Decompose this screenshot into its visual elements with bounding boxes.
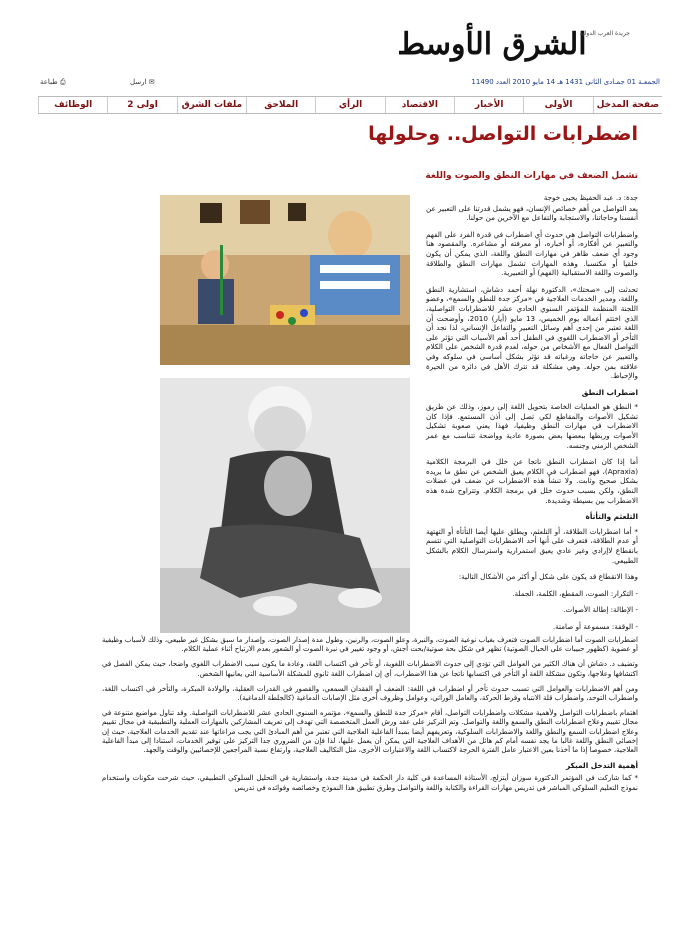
- list-item: - الإطالة: إطالة الأصوات.: [563, 605, 638, 615]
- article-column: [426, 193, 638, 639]
- paragraph: * كما شاركت في المؤتمر الدكتورة سوزان أيتزلج، الأستاذة المساعدة في كلية دار الحكمة في مدينة جدة، واستشارية في التحليل السلوكي التطبيقي، حيث شرحت مكونات واستخدام نموذج التعليم السلوكي المباشر في تدريس مهارات القراءة والكتابة واللغة والتواصل وطرق تطبيق هذا النموذج وخصائصه وفوائده في تدريس: [102, 774, 638, 792]
- top-info-row: [40, 78, 660, 92]
- printer-icon: ⎙: [59, 78, 66, 86]
- nav-tab-files[interactable]: ملفات الشرق: [177, 97, 246, 113]
- photo-child-playing-image: [160, 195, 410, 365]
- print-label: طباعة: [40, 78, 58, 86]
- paragraph: واضطرابات التواصل هي حدوث أي اضطراب في قدرة الفرد على الفهم والتعبير عن أفكاره، أو أخباره، أو معرفته أو مشاعره. والمقصود هنا وجود أي ضعف ظاهر في مهارات النطق واللغة، الذي يمكن أن يكون خلقيا أو مكتسبا. وهذه المهارات تشمل مهارات النطق والطلاقة والصوت واللغة الاستقبالية (الفهم) أو التعبيرية.: [426, 229, 638, 278]
- section-heading-speech: اضطراب النطق: [581, 387, 638, 397]
- article-subtitle: تشمل الضعف في مهارات النطق والصوت واللغة: [425, 171, 638, 181]
- section-heading-stutter: التلعثم والتأتأة: [585, 512, 638, 522]
- nav-tab-news[interactable]: الأخبار: [454, 97, 523, 113]
- photo-child-playing: [160, 195, 410, 365]
- byline: جدة: د. عبد الحفيظ يحيى خوجة: [543, 193, 638, 202]
- paragraph: وتضيف د. دشاش أن هناك الكثير من العوامل التي تؤدي إلى حدوث الاضطرابات اللغوية، أو تأخر في اكتساب اللغة، وعادة ما يكون سبب الاضطراب اللغوي واضحا، حيث يمكن الفصل في اكتشافها وعلاجها، وتكون مشكلة اللغة أو التأخر في اكتسابها ناتجا عن هذا الاضطراب، أي إن اضطراب اللغة ثانوي للمشكلة الأساسية التي يعانيها الشخص.: [102, 660, 638, 678]
- list-item: - الوقفة: مسموعة أو صامتة.: [552, 621, 638, 631]
- nav-tab-front[interactable]: الأولى: [523, 97, 592, 113]
- nav-tab-jobs[interactable]: الوظائف: [38, 97, 107, 113]
- section-nav: [38, 96, 662, 114]
- paragraph: أما إذا كان اضطراب النطق ناتجا عن خلل في البرمجة الكلامية (Apraxia)، فهو اضطراب في الكلام يعيق الشخص عن نطق ما يريده بشكل صحيح وثابت. ولا تنشأ هذه الاضطراب عن ضعف في عضلات النطق، ولكن بسبب حدوث خلل في برمجة الكلام. وتتراوح شدة هذه الاضطراب بين بسيطة وشديدة.: [426, 457, 638, 505]
- nav-tab-economy[interactable]: الاقتصاد: [385, 97, 454, 113]
- paragraph: وهذا الانقطاع قد يكون على شكل أو أكثر من الأشكال التالية:: [458, 572, 638, 582]
- issue-date: الجمعـة 01 جمـادى الثانى 1431 هـ 14 مايو 2010 العدد 11490: [471, 78, 660, 86]
- paragraph: ومن أهم الاضطرابات والعوامل التي تسبب حدوث تأخر أو اضطراب في اللغة: الضعف أو الفقدان السمعي، والقصور في القدرات العقلية، والولادة المبكرة، والتأخر في اكتساب اللغة، واضطراب التوحد، واضطراب قلة الانتباه وفرط الحركة، والعامل الوراثي، وعوامل وظروف أخرى مثل الإصابات الدماغية (كالجلطة الدماغية).: [102, 684, 638, 703]
- list-item: - التكرار: الصوت، المقطع، الكلمة، الجملة.: [512, 588, 638, 598]
- paragraph: * النطق هو العمليات الخاصة بتحويل اللغة إلى رموز، وذلك عن طريق تشكيل الأصوات والمقاطع لكي تصل إلى أذن المستمع. فإذا كان الاضطراب في مهارات النطق وظيفيا، فهذا يعني صعوبة تشكيل الأصوات وربطها ببعضها بعض بصورة عادية وواضحة تتناسب مع عمر الشخص الزمني وجنسه.: [426, 402, 638, 450]
- paragraph: * أما اضطرابات الطلاقة، أو التلعثم، ويطلق عليها أيضا التأتأة أو التهتهة أو عدم الطلاقة، فتعرف على أنها أحد الاضطرابات التواصلية التي تتسم بانقطاع لاإرادي وغير عادي يعيق استمرارية واسترسال الكلام بالشكل الطبيعي.: [426, 526, 638, 565]
- nav-tab-supplements[interactable]: الملاحق: [246, 97, 315, 113]
- send-label: ارسل: [130, 78, 147, 86]
- send-link[interactable]: [130, 78, 155, 86]
- article-full-width: [102, 636, 638, 799]
- photo-boy-sitting-image: [160, 378, 410, 633]
- nav-tab-opinion[interactable]: الرأي: [315, 97, 384, 113]
- paragraph: اضطرابات الصوت أما اضطرابات الصوت فتعرف بغياب نوعية الصوت، والنبرة، وعلو الصوت، والرنين، وطول مدة إصدار الصوت، وإصدار ما سبق بشكل غير طبيعي، وذلك لأسباب وظيفية أو عضوية (كظهور حبيبات على الحبال الصوتية) تظهر في شكل بحة صوتية/بحت أجش، أو وجود تغيير في نبرة الصوت أو الشعور بعدم الارتياح أثناء عملية الكلام.: [102, 636, 638, 654]
- nav-tab-front2[interactable]: اولى 2: [107, 97, 176, 113]
- paragraph: يعد التواصل من أهم خصائص الإنسان، فهو يشمل قدرتنا على التعبير عن أنفسنا وحاجاتنا، والاستجابة والتفاعل مع الآخرين من حولنا.: [426, 203, 638, 223]
- section-heading-early: أهمية التدخل المبكر: [566, 761, 638, 771]
- photo-boy-sitting: [160, 378, 410, 633]
- paragraph: اهتمام باضطرابات التواصل ولأهمية مشكلات واضطرابات التواصل، أقام «مركز جدة للنطق والسمع»، مؤتمره السنوي الحادي عشر للاضطرابات التواصلية. وقد تناول مواضيع متنوعة في مجال تقييم وعلاج اضطرابات النطق والسمع واللغة والتواصل. وتم التركيز على عقد ورش العمل المتخصصة التي تهدف إلى تعريف المشاركين بالمهارات العملية والتطبيقية في مجال تقييم وعلاج اضطرابات السمع والنطق واللغة والاضطرابات السلوكية، وتعريفهم أيضا بمبدأ الفاعلية العلاجية التي تعتبر من أهم المبادئ التي يجب مراعاتها عند تقديم الخدمات العلاجية، حيث إن إخصائي النطق واللغة غالبا ما يجد نفسه أمام كم هائل من الأهداف العلاجية التي يمكن أن يعمل عليها، لذا فإن من الضروري جدا التركيز على توفير الخدمات، استنادا إلى مبدأ الفاعلية العلاجية، خصوصا إذا ما أخذنا بعين الاعتبار عامل الفترة الحرجة لاكتساب اللغة والاعتبارات الأخرى، مثل التكاليف العلاجية، وارتفاع نسبة المراجعين للإخصائيين والوقت والجهد.: [102, 709, 638, 755]
- envelope-icon: ✉: [148, 78, 155, 86]
- nav-tab-home[interactable]: صفحة المدخل: [593, 97, 662, 113]
- newspaper-logo[interactable]: الشرق الأوسط: [397, 27, 587, 62]
- paragraph: تحدثت إلى «صحتك»، الدكتورة نهلة أحمد دشاش، استشارية النطق واللغة، ومدير الخدمات العلاجية في «مركز جدة للنطق والسمع»، وعضو اللجنة المنظمة للمؤتمر السنوي الحادي عشر للاضطرابات التواصلية، الذي اختتم أعماله يوم الخميس، 13 مايو (أيار) 2010، وأوضحت أن اللغة تعتبر من إحدى أهم وسائل التعبير والتفاعل الإنساني، لذا نجد أن التأخر أو الاضطراب اللغوي في الطفل أحد أهم الأسباب التي تؤثر على التواصل الفعال مع الأشخاص من حوله، لعدم قدرة الشخص على الكلام والتعبير عن حاجاته ورغباته قد تؤثر بشكل أساسي في سلوكه وفي علاقته بمن حوله. وهي مشكلة قد تترك الأهل في دائرة من الحيرة والإحباط.: [426, 284, 639, 381]
- print-link[interactable]: [40, 78, 66, 87]
- masthead: [372, 27, 612, 64]
- article-title: اضطرابات التواصل.. وحلولها: [368, 123, 638, 145]
- masthead-tagline: جريدة العرب الدولية: [579, 30, 630, 37]
